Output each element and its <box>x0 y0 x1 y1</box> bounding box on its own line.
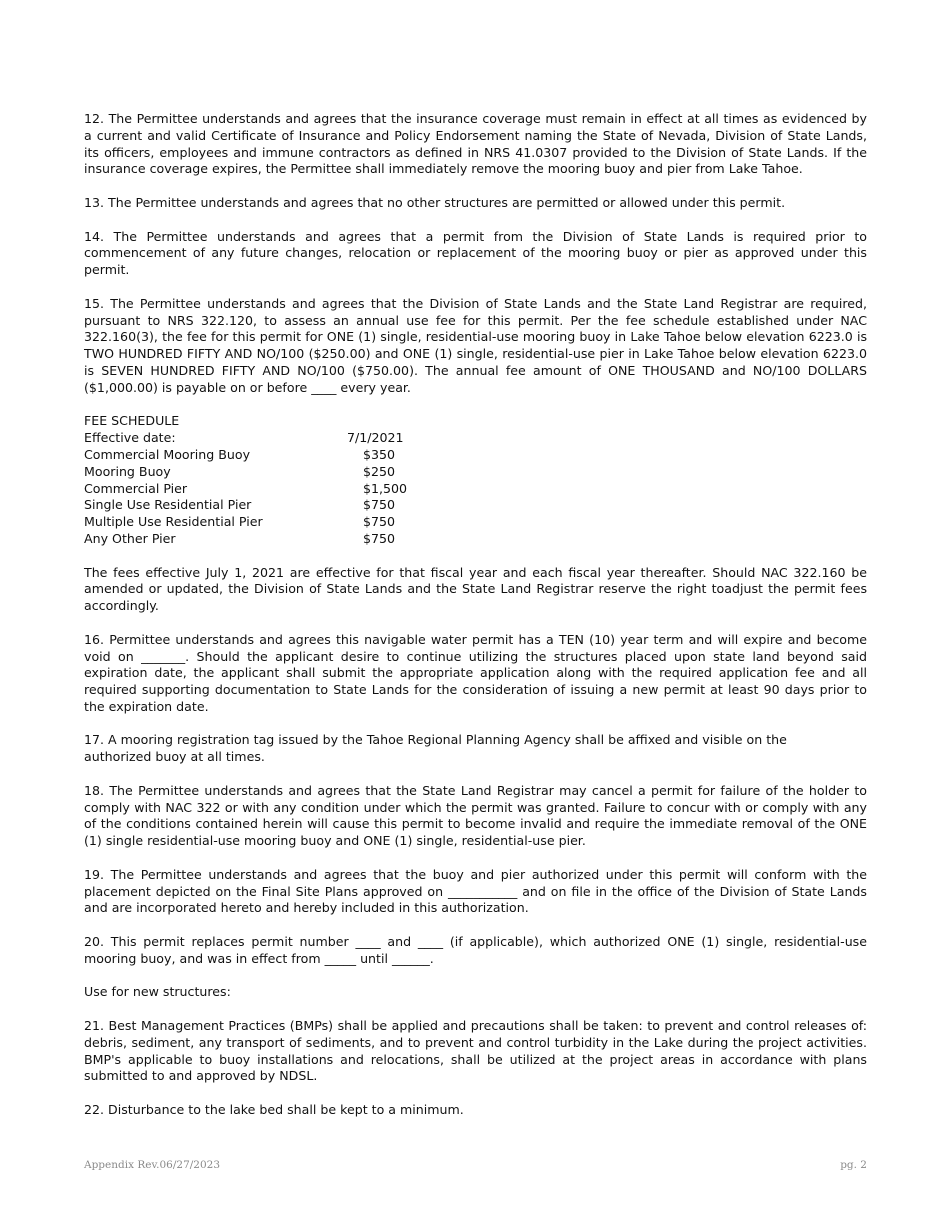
fee-row-label: Commercial Pier <box>84 480 188 496</box>
fee-row <box>84 447 867 464</box>
paragraph-17-line-2: authorized buoy at all times. <box>84 749 265 765</box>
fee-effective-value: 7/1/2021 <box>347 430 404 446</box>
fee-row-value: $1,500 <box>363 480 408 496</box>
fee-row <box>84 531 867 548</box>
fee-row <box>84 514 867 531</box>
paragraph-17-line-1: 17. A mooring registration tag issued by the Tahoe Regional Planning Agency shall be affixed and visible on the <box>84 732 787 748</box>
fee-effective-row <box>84 430 867 447</box>
paragraph-16: 16. Permittee understands and agrees this navigable water permit has a TEN (10) year term and will expire and become void on _______. Should the applicant desire to continue utilizing the structures placed upon state land beyond said expiration date, the applicant shall submit the appropriate application along with the required application fee and all required supporting documentation to State Lands for the consideration of issuing a new permit at least 90 days prior to the expiration date. <box>84 631 867 714</box>
paragraph-18: 18. The Permittee understands and agrees that the State Land Registrar may cancel a permit for failure of the holder to comply with NAC 322 or with any condition under which the permit was granted. Failure to concur with or comply with any of the conditions contained herein will cause this permit to become invalid and require the immediate removal of the ONE (1) single residential-use mooring buoy and ONE (1) single, residential-use pier. <box>84 782 867 849</box>
footer-revision: Appendix Rev.06/27/2023 <box>84 1159 221 1171</box>
paragraph-12: 12. The Permittee understands and agrees that the insurance coverage must remain in effect at all times as evidenced by a current and valid Certificate of Insurance and Policy Endorsement naming the State of Nevada, Division of State Lands, its officers, employees and immune contractors as defined in NRS 41.0307 provided to the Division of State Lands. If the insurance coverage expires, the Permittee shall immediately remove the mooring buoy and pier from Lake Tahoe. <box>84 111 867 177</box>
paragraph-15: 15. The Permittee understands and agrees that the Division of State Lands and the State Land Registrar are required, pursuant to NRS 322.120, to assess an annual use fee for this permit. Per the fee schedule established under NAC 322.160(3), the fee for this permit for ONE (1) single, residential-use mooring buoy in Lake Tahoe below elevation 6223.0 is TWO HUNDRED FIFTY AND NO/100 ($250.00) and ONE (1) single, residential-use pier in Lake Tahoe below elevation 6223.0 is SEVEN HUNDRED FIFTY AND NO/100 ($750.00). The annual fee amount of ONE THOUSAND and NO/100 DOLLARS ($1,000.00) is payable on or before ____ every year. <box>84 295 867 395</box>
fee-row-label: Commercial Mooring Buoy <box>84 446 251 462</box>
document-body <box>84 111 867 1136</box>
fee-row-label: Any Other Pier <box>84 530 176 546</box>
paragraph-17 <box>84 732 867 766</box>
fee-row-value: $750 <box>363 497 396 513</box>
paragraph-22: 22. Disturbance to the lake bed shall be kept to a minimum. <box>84 1102 464 1118</box>
fee-row-label: Single Use Residential Pier <box>84 497 252 513</box>
page-footer <box>84 1159 867 1171</box>
fee-row <box>84 481 867 498</box>
paragraph-21: 21. Best Management Practices (BMPs) shall be applied and precautions shall be taken: to prevent and control releases of: debris, sediment, any transport of sediments, and to prevent and control turbidity in the Lake during the project activities. BMP's applicable to buoy installations and relocations, shall be utilized at the project areas in accordance with plans submitted to and approved by NDSL. <box>84 1018 867 1084</box>
fee-row-label: Multiple Use Residential Pier <box>84 514 263 530</box>
new-structures-heading: Use for new structures: <box>84 984 231 1000</box>
fee-row-label: Mooring Buoy <box>84 463 171 479</box>
fee-row-value: $350 <box>363 446 396 462</box>
paragraph-14: 14. The Permittee understands and agrees that a permit from the Division of State Lands is required prior to commencement of any future changes, relocation or replacement of the mooring buoy or pier as approved under this permit. <box>84 228 867 278</box>
paragraph-13: 13. The Permittee understands and agrees that no other structures are permitted or allowed under this permit. <box>84 194 786 210</box>
fees-effective-note: The fees effective July 1, 2021 are effective for that fiscal year and each fiscal year thereafter. Should NAC 322.160 be amended or updated, the Division of State Lands and the State Land Registrar reserve the right toadjust the permit fees accordingly. <box>84 564 867 614</box>
footer-page-number: pg. 2 <box>840 1159 867 1171</box>
fee-row-value: $750 <box>363 514 396 530</box>
fee-row <box>84 464 867 481</box>
paragraph-20: 20. This permit replaces permit number ____ and ____ (if applicable), which authorized ONE (1) single, residential-use mooring buoy, and was in effect from _____ until ______. <box>84 934 867 966</box>
fee-schedule-heading-row <box>84 413 867 430</box>
fee-row-value: $250 <box>363 463 396 479</box>
fee-row <box>84 497 867 514</box>
fee-schedule <box>84 413 867 547</box>
fee-row-value: $750 <box>363 530 396 546</box>
fee-effective-label: Effective date: <box>84 430 176 446</box>
paragraph-19: 19. The Permittee understands and agrees that the buoy and pier authorized under this permit will conform with the placement depicted on the Final Site Plans approved on ___________ and on file in the office of the Division of State Lands and are incorporated hereto and hereby included in this authorization. <box>84 866 867 916</box>
fee-schedule-heading: FEE SCHEDULE <box>84 413 180 429</box>
